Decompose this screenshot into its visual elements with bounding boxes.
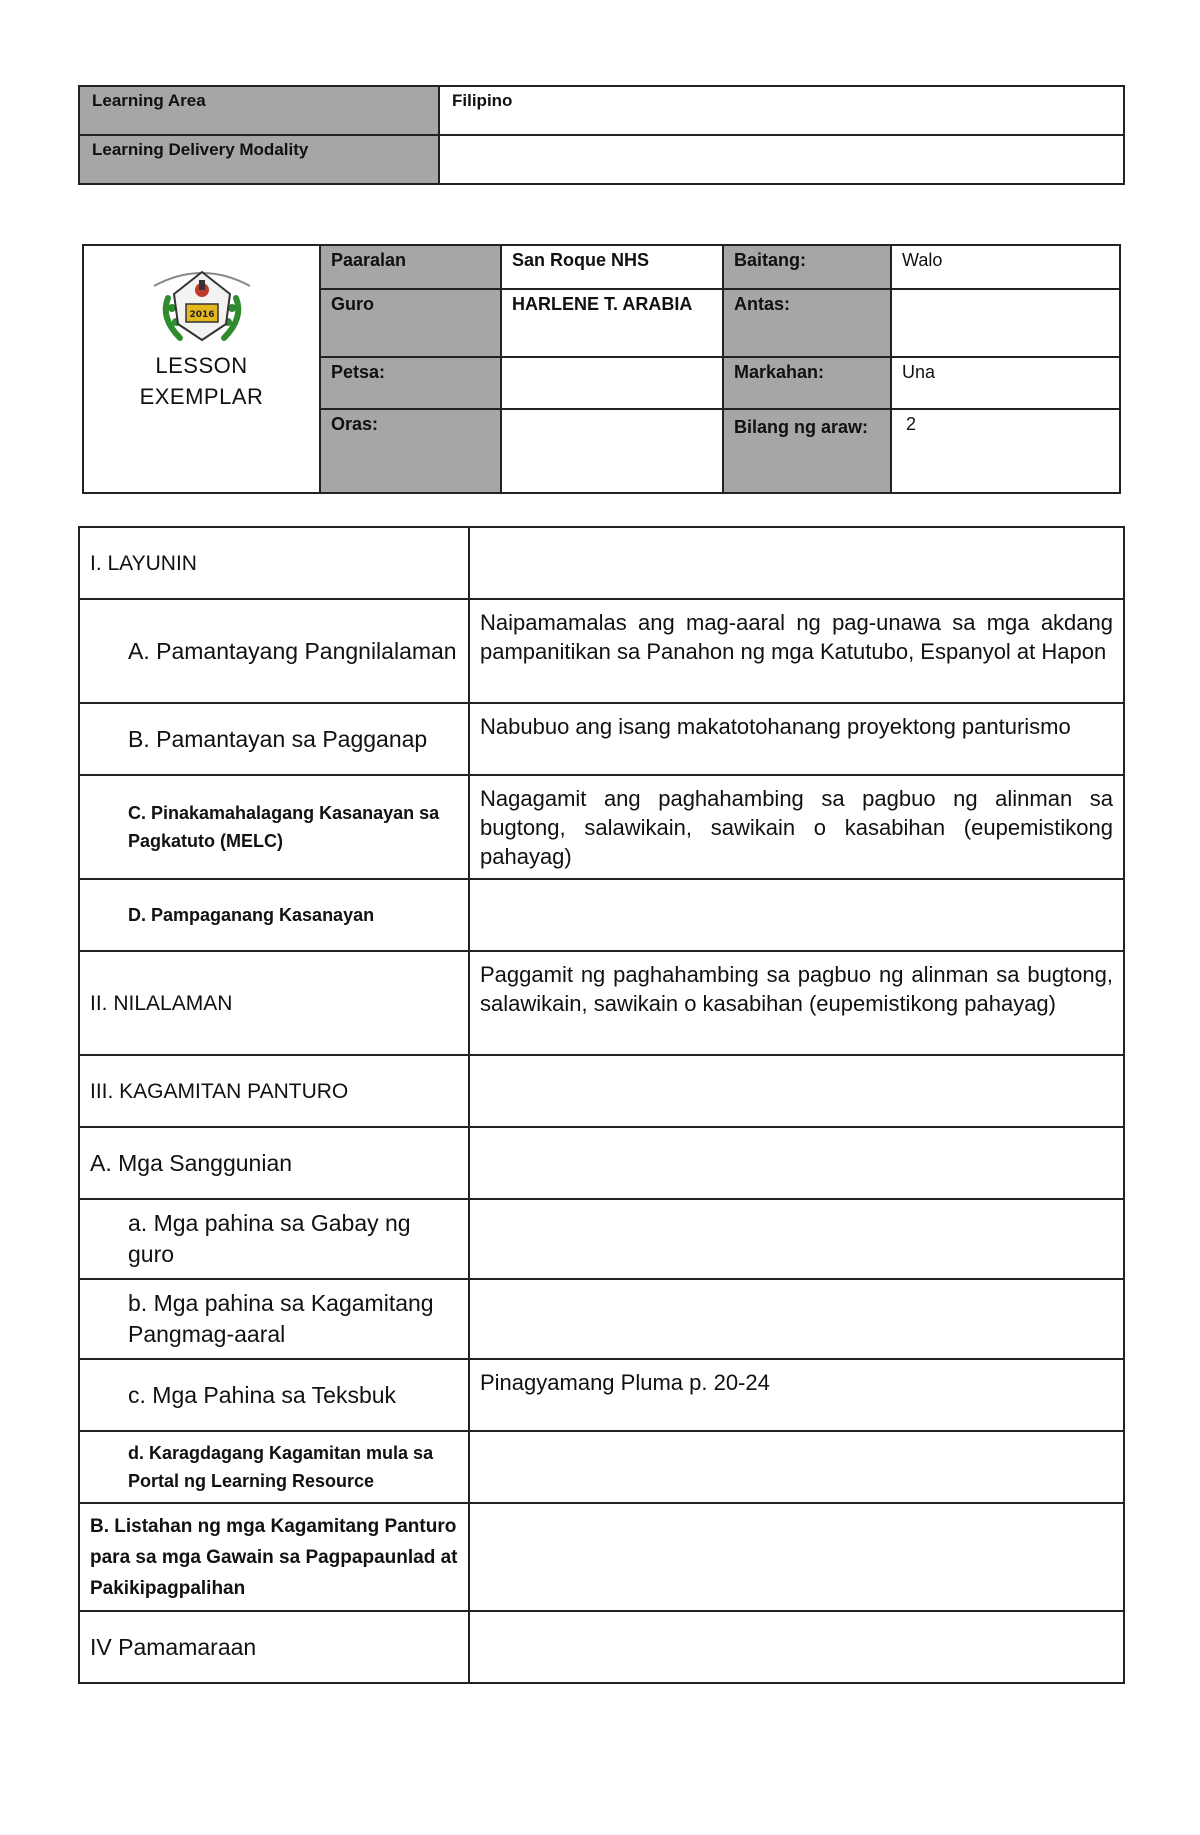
guro-value: HARLENE T. ARABIA bbox=[501, 289, 723, 357]
nilalaman-label: II. NILALAMAN bbox=[79, 951, 469, 1055]
paaralan-value: San Roque NHS bbox=[501, 245, 723, 289]
oras-value bbox=[501, 409, 723, 493]
learning-area-label: Learning Area bbox=[79, 86, 439, 135]
pamantayan-pagganap-value: Nabubuo ang isang makatotohanang proyektong panturismo bbox=[469, 703, 1124, 775]
portal-learning-resource-value bbox=[469, 1431, 1124, 1503]
bilang-value: 2 bbox=[891, 409, 1120, 493]
pamantayang-pangnilalaman-label: A. Pamantayang Pangnilalaman bbox=[79, 599, 469, 703]
teksbuk-label: c. Mga Pahina sa Teksbuk bbox=[79, 1359, 469, 1431]
lesson-exemplar-table bbox=[82, 244, 1121, 494]
layunin-value bbox=[469, 527, 1124, 599]
pamantayan-pagganap-label: B. Pamantayan sa Pagganap bbox=[79, 703, 469, 775]
nilalaman-value: Paggamit ng paghahambing sa pagbuo ng alinman sa bugtong, salawikain, sawikain o kasabihan (eupemistikong pahayag) bbox=[469, 951, 1124, 1055]
learning-area-value: Filipino bbox=[439, 86, 1124, 135]
kagamitang-pangmag-aaral-value bbox=[469, 1279, 1124, 1359]
markahan-value: Una bbox=[891, 357, 1120, 409]
learning-area-table bbox=[78, 85, 1125, 185]
pamantayang-pangnilalaman-value: Naipamamalas ang mag-aaral ng pag-unawa sa mga akdang pampanitikan sa Panahon ng mga Katutubo, Espanyol at Hapon bbox=[469, 599, 1124, 703]
listahan-kagamitang-panturo-label: B. Listahan ng mga Kagamitang Panturo para sa mga Gawain sa Pagpapaunlad at Pakikipagpalihan bbox=[79, 1503, 469, 1611]
melc-value: Nagagamit ang paghahambing sa pagbuo ng alinman sa bugtong, salawikain, sawikain o kasabihan (eupemistikong pahayag) bbox=[469, 775, 1124, 879]
layunin-label: I. LAYUNIN bbox=[79, 527, 469, 599]
pampaganang-kasanayan-value bbox=[469, 879, 1124, 951]
kagamitan-panturo-label: III. KAGAMITAN PANTURO bbox=[79, 1055, 469, 1127]
gabay-guro-value bbox=[469, 1199, 1124, 1279]
teksbuk-value: Pinagyamang Pluma p. 20-24 bbox=[469, 1359, 1124, 1431]
pamamaraan-label: IV Pamamaraan bbox=[79, 1611, 469, 1683]
markahan-label: Markahan: bbox=[723, 357, 891, 409]
modality-label: Learning Delivery Modality bbox=[79, 135, 439, 184]
svg-text:2016: 2016 bbox=[188, 310, 215, 320]
antas-label: Antas: bbox=[723, 289, 891, 357]
melc-label: C. Pinakamahalagang Kasanayan sa Pagkatuto (MELC) bbox=[79, 775, 469, 879]
sanggunian-value bbox=[469, 1127, 1124, 1199]
kagamitan-panturo-value bbox=[469, 1055, 1124, 1127]
lesson-plan-table bbox=[78, 526, 1125, 1684]
baitang-value: Walo bbox=[891, 245, 1120, 289]
school-seal-icon bbox=[146, 258, 258, 348]
logo-cell bbox=[83, 245, 320, 493]
oras-label: Oras: bbox=[320, 409, 501, 493]
listahan-kagamitang-panturo-value bbox=[469, 1503, 1124, 1611]
lesson-exemplar-title: LESSON EXEMPLAR bbox=[139, 353, 264, 409]
antas-value bbox=[891, 289, 1120, 357]
petsa-value bbox=[501, 357, 723, 409]
pamamaraan-value bbox=[469, 1611, 1124, 1683]
paaralan-label: Paaralan bbox=[320, 245, 501, 289]
bilang-label: Bilang ng araw: bbox=[723, 409, 891, 493]
pampaganang-kasanayan-label: D. Pampaganang Kasanayan bbox=[79, 879, 469, 951]
baitang-label: Baitang: bbox=[723, 245, 891, 289]
sanggunian-label: A. Mga Sanggunian bbox=[79, 1127, 469, 1199]
gabay-guro-label: a. Mga pahina sa Gabay ng guro bbox=[79, 1199, 469, 1279]
kagamitang-pangmag-aaral-label: b. Mga pahina sa Kagamitang Pangmag-aaral bbox=[79, 1279, 469, 1359]
guro-label: Guro bbox=[320, 289, 501, 357]
modality-value bbox=[439, 135, 1124, 184]
petsa-label: Petsa: bbox=[320, 357, 501, 409]
portal-learning-resource-label: d. Karagdagang Kagamitan mula sa Portal ng Learning Resource bbox=[79, 1431, 469, 1503]
